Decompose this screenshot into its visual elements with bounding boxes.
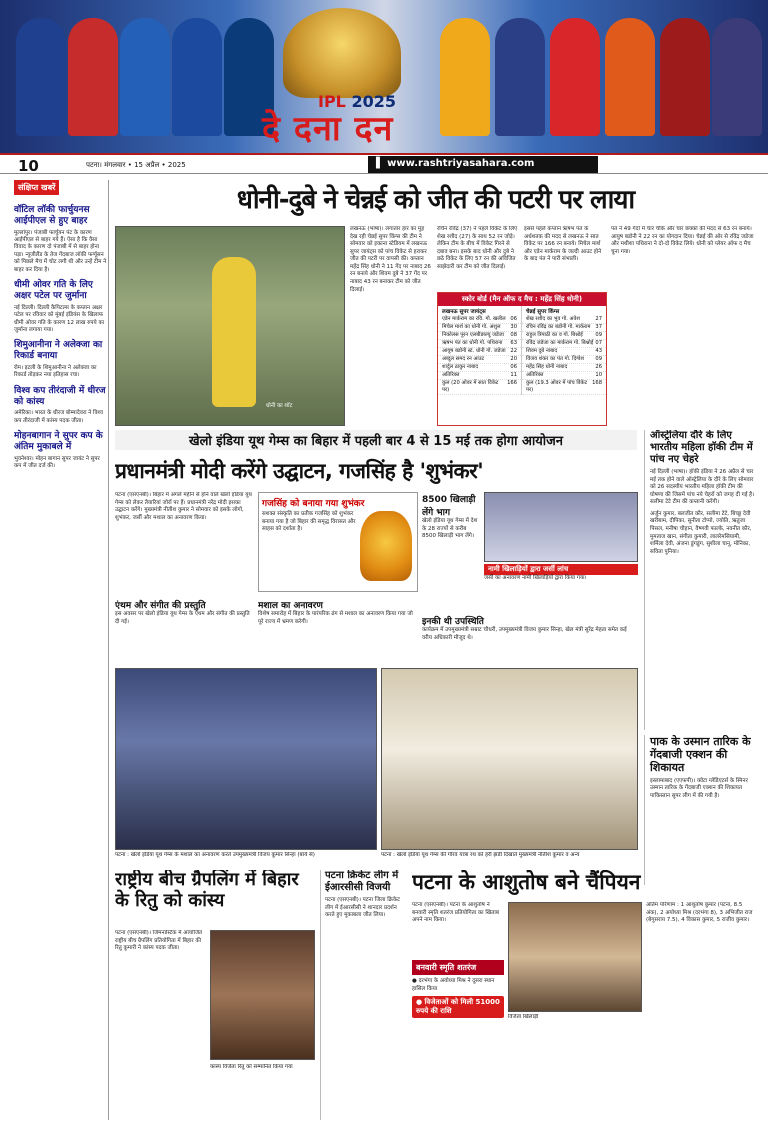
tournament-pill: बनवारी स्मृति शतरंज (412, 960, 504, 975)
players-title: 8500 खिलाड़ी लेंगे भाग (422, 495, 476, 518)
chess-winners-photo (508, 902, 642, 1012)
jersey-photo (484, 492, 638, 562)
pakistan-headline: पाक के उस्मान तारिक के गेंदबाजी एक्शन की शिकायत (650, 735, 751, 775)
anthem-box (115, 598, 255, 664)
score-row: रचिन रविंद्र का बडोनी गो. मार्कराम 37 (522, 324, 606, 332)
lead-col-2: रचिन रविंद्र (37) ने पहले विकेट के लिए शेख रशीद (27) के साथ 52 रन जोड़े। लेकिन टीम के बीच में विकेट गिरने से दबाव बना। इसके बाद धोनी और दुबे ने छठे विकेट के लिए 57 रन की अविजित साझेदारी कर टीम को जीत दिलाई। (437, 226, 518, 270)
score-row: विजय शंकर का पंत गो. दिग्वेश 09 (522, 356, 606, 364)
photo-caption: पटना : खेलो इंडिया यूथ गेम्स की गौरव यात्रा रथ को हरी झंडी दिखाते मुख्यमंत्री नीतीश कुमार व अन्य (381, 852, 580, 858)
page-number: 10 (18, 157, 39, 174)
player-photo (712, 18, 762, 136)
mascot-body: सशक्त संस्कृति का प्रतीक गजसिंह को शुभंकर बनाया गया है जो बिहार की समृद्ध विरासत और साहस को दर्शाता है। (262, 511, 356, 533)
scorecard-left (438, 306, 522, 395)
score-row: रविंद्र जडेजा का मार्कराम गो. बिश्नोई 07 (522, 340, 606, 348)
sidebar-tag: संक्षिप्त खबरें (14, 180, 59, 195)
torch-body: विशेष समारोह में बिहार के पारंपरिक ढंग से मशाल का अनावरण किया गया जो पूरे राज्य में भ्रमण करेगी। (258, 611, 413, 625)
scorecard-title: स्कोर बोर्ड (मैन ऑफ द मैच : महेंद्र सिंह धोनी) (438, 293, 606, 306)
score-row: निकोलस पूरन एलबीडब्ल्यू जडेजा 08 (438, 332, 521, 340)
brief-body: नई दिल्ली। दिल्ली कैपिटल्स के कप्तान अक्षर पटेल पर रविवार को मुंबई इंडियंस के खिलाफ धीमी ओवर गति के कारण 12 लाख रुपये का जुर्माना लगाया गया। (14, 304, 105, 333)
presence-body: कार्यक्रम में उपमुख्यमंत्री सम्राट चौधरी, उपमुख्यमंत्री विजय कुमार सिन्हा, खेल मंत्री सुरेंद्र मेहता समेत कई वरीय अधिकारी मौजूद थे। (422, 627, 627, 641)
ipl-label: IPL (318, 92, 346, 111)
score-row: मिचेल मार्श का धोनी गो. अंशुल 30 (438, 324, 521, 332)
cricket-body: पटना (एसएनबी)। पटना जिला क्रिकेट लीग में ईआरसीसी ने शानदार प्रदर्शन करते हुए मुकाबला जीत लिया। (325, 897, 400, 919)
brief-title: वॉटिल लॉकी फार्चुयनस आईपीएल से हुए बाहर (14, 205, 90, 226)
ashutosh-headline: पटना के आशुतोष बने चैंपियन (412, 870, 641, 894)
brief-body: रोम। इटली के शिमुआनीना ने अलेक्जा का रिकार्ड तोड़कर नया इतिहास रचा। (14, 365, 97, 379)
mascot-box (258, 492, 418, 592)
batsman-figure (212, 257, 256, 407)
player-photo (16, 18, 66, 136)
khelo-band: खेलो इंडिया यूथ गेम्स का बिहार में पहली बार 4 से 15 मई तक होगा आयोजन (115, 430, 637, 450)
lead-col-4: पंत ने 49 गेंदों में चार चौके और चार छक्कों की मदद से 63 रन बनाये। आयुष बडोनी ने 22 रन का योगदान दिया। चेन्नई की ओर से रविंद्र जडेजा और मथीशा पथिराना ने दो-दो विकेट लिये। धोनी को प्लेयर ऑफ द मैच चुना गया। (611, 226, 754, 255)
ritu-body: पटना (एसएनबी)। जिमनास्टिक में आयोजित राष्ट्रीय बीच ग्रैपलिंग प्रतियोगिता में बिहार की रितु कुमारी ने कांस्य पदक जीता। (115, 930, 203, 952)
players-body: खेलो इंडिया यूथ गेम्स में देश के 28 राज्यों से करीब 8500 खिलाड़ी भाग लेंगे। (422, 518, 478, 540)
dateline (0, 153, 768, 174)
players-box (422, 492, 482, 612)
australia-headline: ऑस्ट्रेलिया दौरे के लिए भारतीय महिला हॉकी टीम में पांच नए चेहरे (650, 430, 753, 465)
player-photo (495, 18, 545, 136)
torch-title: मशाल का अनावरण (258, 601, 323, 611)
ipl-year: 2025 (351, 92, 396, 111)
lead-headline: धोनी-दुबे ने चेन्नई को जीत की पटरी पर लाया (236, 185, 635, 215)
cricket-story (320, 870, 408, 1120)
khelo-col-1: पटना (एसएनबी)। बिहार में अगले महीने से होने वाले खेलो इंडिया यूथ गेम्स को लेकर तैयारियां जोरों पर हैं। प्रधानमंत्री नरेंद्र मोदी इसका उद्घाटन करेंगे। मुख्यमंत्री नीतीश कुमार ने सोमवार को इसके लोगो, शुभंकर, जर्सी और मशाल का अनावरण किया। (115, 492, 252, 521)
score-row: शेख रशीद का भुव गो. अवेश 27 (522, 316, 606, 324)
score-row: महेंद्र सिंह धोनी नाबाद 26 (522, 364, 606, 372)
brief-title: मोहनबागान ने सुपर कप के अंतिम मुकाबले में (14, 431, 103, 453)
ipl-trophy-image (283, 8, 401, 98)
website-link[interactable]: ▌ www.rashtriyasahara.com (368, 156, 598, 173)
score-row: अब्दुल समद रन आउट 20 (438, 356, 521, 364)
brief-body: मुल्लांपुर। पंजाबी फार्चुयन पंट के कारण आईपीएल से बाहर गये हैं। ऐसा है कि वैसा विवाद के कारण दो पंजाबी में से बाहर होना पड़ा। न्यूजीलैंड के तेज गेंदबाज लॉकी फर्ग्यूसन को पिछले मैच में चोट लगी थी और उन्हें टीम ने बाहर कर दिया है। (14, 229, 107, 273)
torch-box (258, 598, 418, 664)
brief-body: भुवनेश्वर। मोहन बागान सुपर जायंट ने सुपर कप में जीत दर्ज की। (14, 455, 100, 470)
score-row: एडेन मार्कराम का रवि. गो. खलील 06 (438, 316, 521, 324)
torch-unveil-photo (115, 668, 377, 850)
player-photo (172, 18, 222, 136)
scorecard (437, 292, 607, 426)
photo-caption: विजेता खिलाड़ी (508, 1014, 539, 1020)
player-photo (605, 18, 655, 136)
dhoni-photo (115, 226, 345, 426)
score-row: शार्दुल ठाकुर नाबाद 06 (438, 364, 521, 372)
photo-caption: कांस्य विजेता रितु को सम्मानित किया गया (210, 1064, 293, 1070)
ipl-banner (0, 0, 768, 153)
score-row: अतिरिक्त 11 (438, 372, 521, 380)
score-row: शिवम दुबे नाबाद 43 (522, 348, 606, 356)
lead-col-1: लखनऊ (भाषा)। लगातार हार का मुंह देख रही चेन्नई सुपर किंग्स की टीम ने सोमवार को इकाना स्टेडियम में लखनऊ सुपर जायंट्स को पांच विकेट से हराकर जीत की पटरी पर वापसी की। कप्तान महेंद्र सिंह धोनी ने 11 गेंद पर नाबाद 26 रन बनाये और शिवम दुबे ने 37 गेंद पर नाबाद 43 रन बनाकर टीम को जीत दिलाई। (350, 226, 431, 293)
ritu-photo (210, 930, 315, 1060)
photo-caption: पटना : खेलो इंडिया यूथ गेम्स के मशाल का अनावरण करते उपमुख्यमंत्री विजय कुमार सिन्हा (बायें से) (115, 852, 315, 858)
website-text[interactable]: www.rashtriyasahara.com (387, 158, 535, 169)
score-row: अतिरिक्त 10 (522, 372, 606, 380)
banner-title: दे दना दन (262, 109, 394, 149)
player-photo (440, 18, 490, 136)
ritu-headline: राष्ट्रीय बीच ग्रैपलिंग में बिहार के रितु को कांस्य (115, 870, 299, 911)
pakistan-body: इस्लामाबाद (एएफपी)। क्वेटा ग्लेडिएटर्स के स्पिनर उस्मान तारिक के गेंदबाजी एक्शन की शिकायत पाकिस्तान सुपर लीग में की गयी है। (650, 777, 748, 799)
australia-body: नई दिल्ली (भाषा)। हॉकी इंडिया ने 26 अप्रैल से चार मई तक होने वाले ऑस्ट्रेलिया के दौरे के लिए सोमवार को 26 सदस्यीय भारतीय महिला हॉकी टीम की घोषणा की जिसमें पांच नये चेहरों को जगह दी गई है। सलीमा टेटे टीम की कप्तानी करेंगी। (650, 469, 755, 506)
brief-body: अमेरिका। भारत के धीरज बोम्मादेवरा ने विश्व कप तीरंदाजी में कांस्य पदक जीता। (14, 410, 103, 424)
ashutosh-body: पटना (एसएनबी)। पटना के आशुतोष ने बनवारी स्मृति शतरंज प्रतियोगिता का खिताब अपने नाम किया। (412, 902, 499, 924)
score-row: कुल (20 ओवर में सात विकेट पर) 166 (438, 380, 521, 395)
score-row: कुल (19.3 ओवर में पांच विकेट पर) 168 (522, 380, 606, 395)
player-photo (660, 18, 710, 136)
player-photo (550, 18, 600, 136)
anthem-title: एंथम और संगीत की प्रस्तुति (115, 601, 206, 611)
city-date: पटना। मंगलवार • 15 अप्रैल • 2025 (86, 161, 186, 169)
team-name: चेन्नई सुपर किंग्स (526, 309, 560, 315)
player-photo (68, 18, 118, 136)
player-photo (120, 18, 170, 136)
presence-title: इनकी थी उपस्थिति (422, 617, 484, 627)
highlight-bullet: ● विजेताओं को मिली 51000 रुपये की राशि (412, 996, 504, 1018)
presence-box (422, 614, 638, 664)
brief-title: शिमुआनीना ने अलेक्जा का रिकार्ड बनाया (14, 340, 103, 362)
chess-results: अंतिम परिणाम : 1 आशुतोष कुमार (पटना, 8.5 अंक), 2 अयोध्या मिश्र (दरभंगा 8), 3 अभिजीत राज (बेगूसराय 7.5), 4 विकास कुमार, 5 राजीव कुमार। (646, 902, 753, 924)
scorecard-right (522, 306, 606, 395)
jersey-box (484, 564, 638, 612)
sidebar-briefs (14, 180, 109, 1120)
highlight-bullet: ● दरभंगा के अयोध्या मिश्र ने दूसरा स्थान हासिल किया (412, 978, 495, 992)
khelo-headline: प्रधानमंत्री मोदी करेंगे उद्घाटन, गजसिंह है 'शुभंकर' (115, 459, 484, 483)
squad-list: अर्जुन कुमार, बलजीत कौर, सलीमा टेटे, बिच्छू देवी खरीबाम, दीपिका, सुनीता टोप्पो, ज्योति, ऋतुजा पिसल, मनीषा चौहान, वैष्णवी फाल्के, नवनीत कौर, मुमताज खान, संगीता कुमारी, लालरेमसियामी, शर्मिला देवी, अंजना डुंगडुंग, सुशीला चानू, मोनिका, सविता पुनिया। (650, 510, 752, 555)
score-row: ऋषभ पंत का धोनी गो. पथिराना 63 (438, 340, 521, 348)
score-row: आयुष बडोनी स्टं. धोनी गो. जडेजा 22 (438, 348, 521, 356)
mascot-title: गजसिंह को बनाया गया शुभंकर (262, 499, 365, 509)
jersey-body: जर्सी का अनावरण नामी खिलाड़ियों द्वारा किया गया। (484, 575, 587, 581)
brief-title: विश्व कप तीरंदाजी में धीरज को कांस्य (14, 385, 106, 407)
flagoff-photo (381, 668, 638, 850)
lead-col-3: इससे पहले कप्तान ऋषभ पंत के अर्धशतक की मदद से लखनऊ ने सात विकेट पर 166 रन बनाये। मिचेल मार्श और एडेन मार्कराम के जल्दी आउट होने के बाद पंत ने पारी संभाली। (524, 226, 602, 263)
lion-mascot-image (360, 511, 412, 581)
ashutosh-highlights (412, 960, 504, 1040)
brief-title: धीमी ओवर गति के लिए अक्षर पटेल पर जुर्माना (14, 280, 93, 301)
australia-story (644, 430, 756, 730)
pakistan-story (644, 735, 756, 885)
team-name: लखनऊ सुपर जायंट्स (442, 309, 486, 315)
jersey-title: नामी खिलाड़ियों द्वारा जर्सी लांच (484, 564, 638, 575)
score-row: राहुल त्रिपाठी का व गो. बिश्नोई 09 (522, 332, 606, 340)
cricket-title: पटना क्रिकेट लीग में ईआरसीसी विजयी (325, 870, 399, 893)
photo-caption: धोनी का शॉट (266, 403, 293, 409)
anthem-body: इस अवसर पर खेलो इंडिया यूथ गेम्स के एंथम और संगीत की प्रस्तुति दी गई। (115, 611, 250, 625)
